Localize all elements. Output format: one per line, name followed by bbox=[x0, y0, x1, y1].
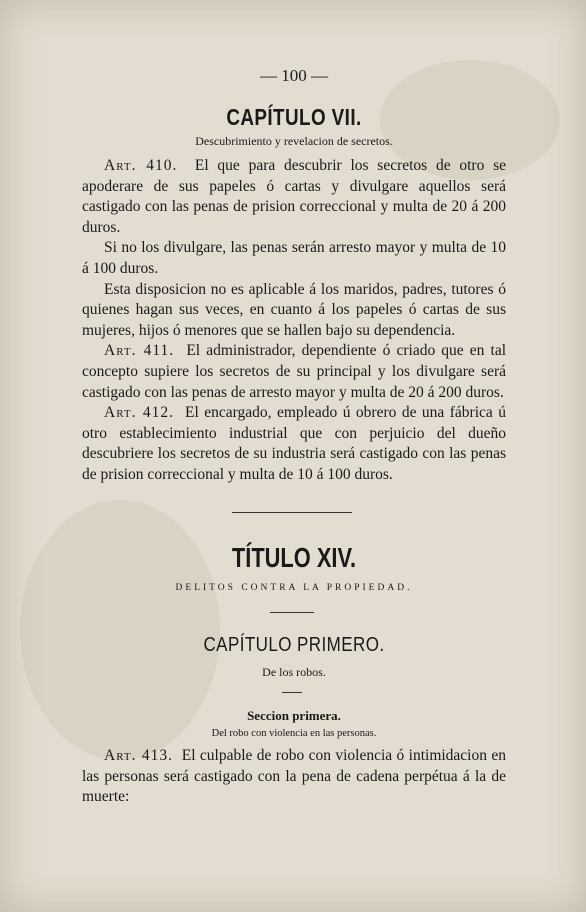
article-410 bbox=[82, 156, 506, 238]
article-411-text: El administrador, dependiente ó criado que en tal concepto supiere los secretos de su principal y los divulgare será castigado con las penas de arresto mayor y multa de 20 á 200 duros. bbox=[82, 342, 507, 401]
chapter-vii-title: CAPÍTULO VII. bbox=[226, 104, 362, 130]
article-413 bbox=[82, 746, 506, 808]
titulo-xiv-subtitle: DELITOS CONTRA LA PROPIEDAD. bbox=[175, 583, 413, 593]
chapter-i-title: CAPÍTULO PRIMERO. bbox=[203, 634, 385, 656]
article-410-label: Art. 410. bbox=[104, 157, 178, 174]
article-410-text: El que para descubrir los secretos de otro se apoderare de sus papeles ó cartas y divulgare aquellos será castigado con las penas de prision correccional y multa de 20 á 200 duros. bbox=[82, 157, 507, 236]
article-413-label: Art. 413. bbox=[104, 747, 173, 764]
article-412-text: El encargado, empleado ú obrero de una fábrica ú otro establecimiento industrial que con perjuicio del dueño descubriere los secretos de su industria será castigado con las penas de prision correccional y multa de 10 á 100 duros. bbox=[82, 404, 506, 483]
article-411 bbox=[82, 341, 506, 403]
section-body bbox=[82, 746, 506, 808]
section-subtitle: Del robo con violencia en las personas. bbox=[211, 728, 377, 739]
article-410-paragraph-2: Si no los divulgare, las penas serán arresto mayor y multa de 10 á 100 duros. bbox=[82, 239, 506, 277]
page-number: — 100 — bbox=[260, 66, 328, 85]
title-divider bbox=[270, 612, 314, 613]
section-divider bbox=[232, 512, 352, 513]
chapter-divider bbox=[282, 692, 302, 693]
article-412-label: Art. 412. bbox=[104, 404, 175, 422]
article-413-text: El culpable de robo con violencia ó intimidacion en las personas será castigado con la pena de cadena perpétua á la de muerte: bbox=[82, 747, 507, 806]
chapter-vii-body bbox=[82, 156, 506, 486]
titulo-xiv-title: TÍTULO XIV. bbox=[231, 542, 357, 573]
article-412 bbox=[82, 403, 506, 485]
article-410-paragraph-3: Esta disposicion no es aplicable á los maridos, padres, tutores ó quienes hagan sus veces, en cuanto á los papeles ó cartas de sus mujeres, hijos ó menores que se hallen bajo su dependencia. bbox=[82, 280, 506, 339]
chapter-vii-subtitle: Descubrimiento y revelacion de secretos. bbox=[195, 134, 393, 148]
chapter-i-subtitle: De los robos. bbox=[262, 665, 326, 679]
section-title: Seccion primera. bbox=[247, 708, 341, 723]
article-411-label: Art. 411. bbox=[104, 342, 175, 360]
